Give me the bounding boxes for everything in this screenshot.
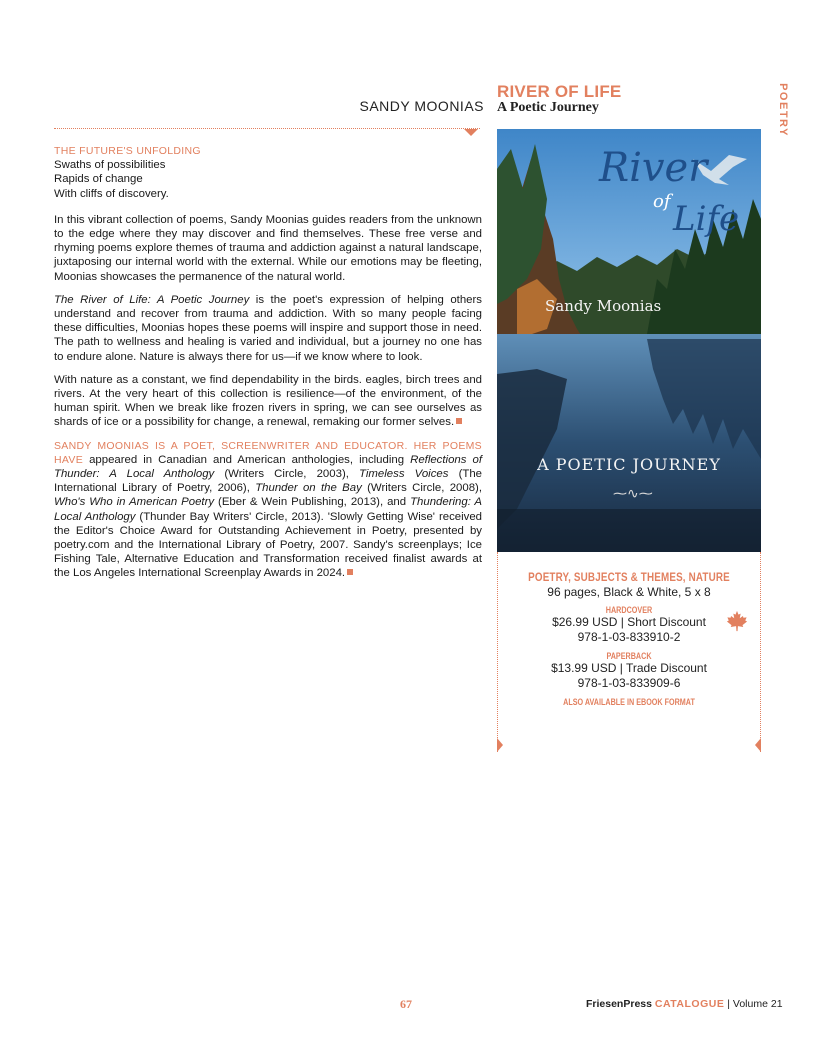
catalogue-footer xyxy=(586,998,783,1010)
hardcover-isbn: 978-1-03-833910-2 xyxy=(577,630,681,644)
section-tab-label: POETRY xyxy=(776,83,789,137)
bio-title: Thunder on the Bay xyxy=(255,482,362,495)
poem-line: Swaths of possibilities xyxy=(54,159,166,172)
poem-excerpt xyxy=(54,144,482,201)
paperback-isbn: 978-1-03-833909-6 xyxy=(577,676,681,690)
bio-text: (The International Library of Poetry, 2006), xyxy=(54,468,483,495)
bio-title: Who's Who in American Poetry xyxy=(54,496,215,509)
ebook-availability: ALSO AVAILABLE IN EBOOK FORMAT xyxy=(563,697,695,707)
hardcover-price: $26.99 USD | Short Discount xyxy=(552,615,706,629)
book-description xyxy=(54,144,482,590)
poem-line: With cliffs of discovery. xyxy=(54,187,169,200)
bio-text: (Writers Circle, 2008), xyxy=(361,482,483,495)
description-text: With nature as a constant, we find dependability in the birds. eagles, birch trees and rivers. At the very heart of this collection is resilience—of the environment, of the human spirit. When we break like frozen rivers in spring, we can see ourselves as shards of ice or a possibility for change, a renewal, remaking our former selves. xyxy=(54,373,482,429)
description-text: is the poet's expression of helping others understand and recover from trauma and addiction. With so many people facing these difficulties, Moonias hopes these poems will inspire and support those in need. The path to wellness and healing is varied and individual, but a journey no one has to endure alone. Nature is always there for us—if we know where to look. xyxy=(54,293,482,363)
book-specs: 96 pages, Black & White, 5 x 8 xyxy=(547,585,711,599)
poem-line: Rapids of change xyxy=(54,173,143,186)
book-subtitle: A Poetic Journey xyxy=(497,100,599,115)
volume-label: | Volume 21 xyxy=(727,998,783,1010)
paperback-label: PAPERBACK xyxy=(606,651,652,661)
author-bio xyxy=(54,439,482,581)
end-mark-icon xyxy=(456,418,462,424)
cover-title-word: of xyxy=(653,191,671,212)
bio-text: (Writers Circle, 2003), xyxy=(214,468,360,481)
bio-lead: SANDY MOONIAS IS A POET, SCREENWRITER AND EDUCATOR. HER POEMS HAVE xyxy=(54,439,482,466)
hardcover-label: HARDCOVER xyxy=(605,605,653,615)
catalogue-label: CATALOGUE xyxy=(654,998,725,1010)
poem-title: THE FUTURE'S UNFOLDING xyxy=(54,145,201,157)
maple-leaf-icon xyxy=(726,610,748,632)
bio-title: Timeless Voices xyxy=(359,468,449,481)
book-title: RIVER OF LIFE xyxy=(497,82,622,101)
bio-text: appeared in Canadian and American anthologies, including xyxy=(83,453,411,466)
end-mark-icon xyxy=(347,569,353,575)
author-name: SANDY MOONIAS xyxy=(359,98,484,114)
book-info xyxy=(497,570,761,707)
bio-text: (Thunder Bay Writers' Circle, 2013). 'Slowly Getting Wise' received the Editor's Choice Award for Outstanding Achievement in Poetry, presented by poetry.com and the International Library of Poetry, 2007. Sandy's screenplays; Ice Fishing Tale, Alternative Education and Transformation received finalist awards at the Los Angeles International Screenplay Awards in 2024. xyxy=(54,510,482,580)
divider xyxy=(54,128,480,129)
book-categories: POETRY, SUBJECTS & THEMES, NATURE xyxy=(528,570,730,584)
paperback-price: $13.99 USD | Trade Discount xyxy=(551,661,707,675)
book-cover xyxy=(497,129,761,552)
description-paragraph-3 xyxy=(54,373,482,430)
panel-marker-icon xyxy=(497,738,503,752)
divider-arrow-icon xyxy=(464,129,478,136)
cover-title-word: Life xyxy=(673,199,740,239)
book-title-italic: The River of Life: A Poetic Journey xyxy=(54,293,250,306)
cover-subtitle: A POETIC JOURNEY xyxy=(537,455,721,474)
publisher-name: FriesenPress xyxy=(586,998,652,1010)
panel-marker-icon xyxy=(755,738,761,752)
description-paragraph-2 xyxy=(54,293,482,364)
bio-text: (Eber & Wein Publishing, 2013), and xyxy=(214,496,411,509)
description-paragraph-1: In this vibrant collection of poems, Sandy Moonias guides readers from the unknown to the edge where they may discover and find themselves. These free verse and rhyming poems explore themes of trauma and addiction against a natural landscape, juxtaposing our internal world with the external. While our emotions may be fleeting, Moonias showcases the permanence of the natural world. xyxy=(54,213,482,283)
cover-author: Sandy Moonias xyxy=(545,297,662,315)
section-tab xyxy=(772,84,792,144)
cover-title-word: River xyxy=(599,145,708,191)
bio-title: Reflections of Thunder: A Local Anthology xyxy=(54,453,482,481)
bio-title: Thundering: A Local Anthology xyxy=(54,496,482,523)
page-number: 67 xyxy=(400,997,412,1011)
flourish-icon: ⁓∿⁓ xyxy=(613,485,653,501)
